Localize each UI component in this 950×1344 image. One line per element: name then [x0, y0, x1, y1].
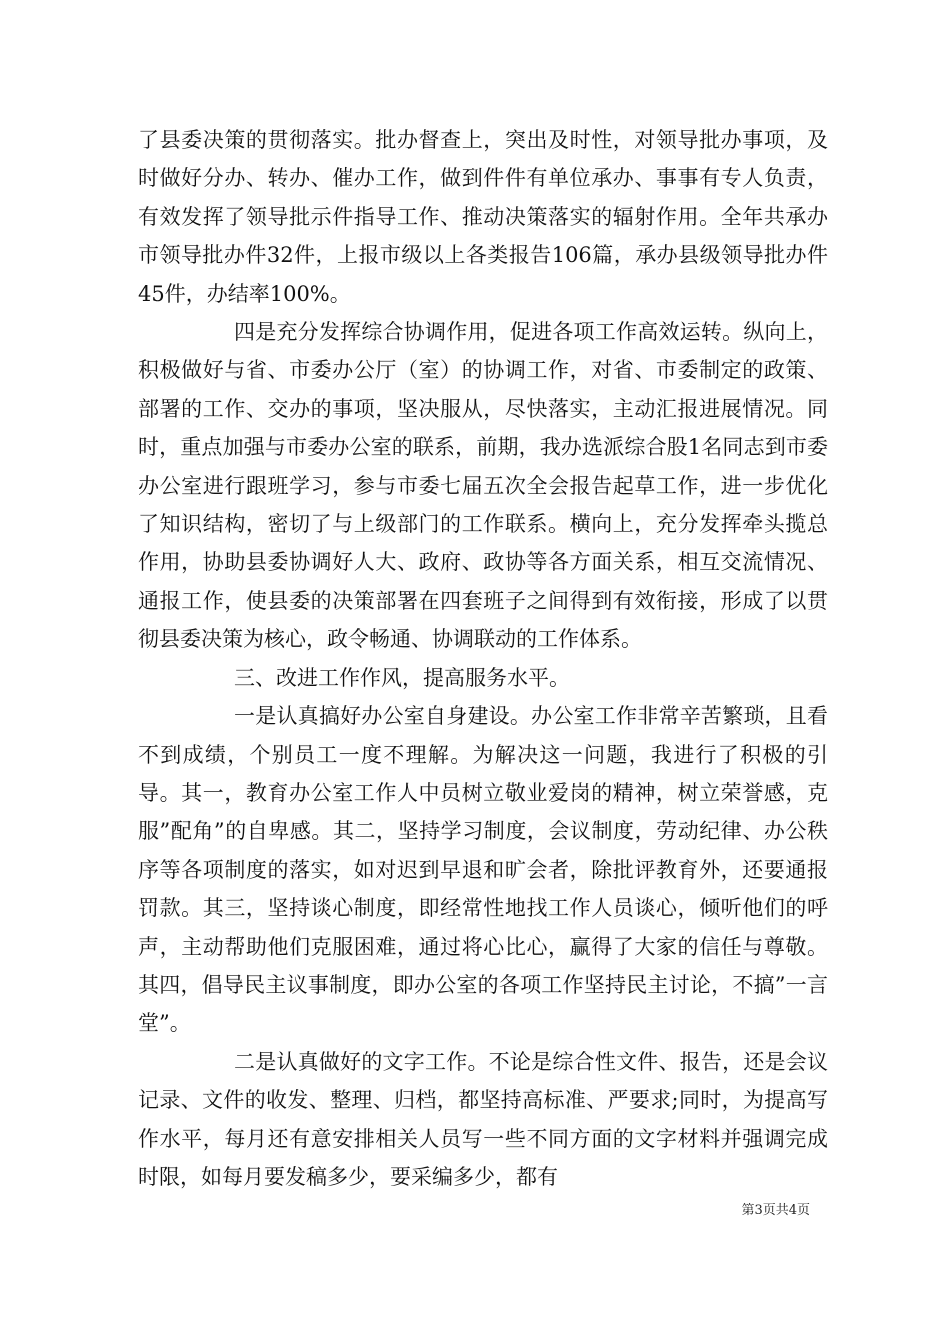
body-text: [138, 121, 828, 1196]
section-heading: 三、改进工作作风，提高服务水平。: [234, 665, 570, 690]
paragraph-writing-work: 二是认真做好的文字工作。不论是综合性文件、报告，还是会议记录、文件的收发、整理、归档，都坚持高标准、严要求;同时，为提高写作水平，每月还有意安排相关人员写一些不同方面的文字材料并强调完成时限，如每月要发稿多少，要采编多少，都有: [138, 1049, 828, 1189]
paragraph-self-building: 一是认真搞好办公室自身建设。办公室工作非常辛苦繁琐，且看不到成绩，个别员工一度不理解。为解决这一问题，我进行了积极的引导。其一，教育办公室工作人中员树立敬业爱岗的精神，树立荣誉感，克服”配角”的自卑感。其二，坚持学习制度，会议制度，劳动纪律、办公秩序等各项制度的落实，如对迟到早退和旷会者，除批评教育外，还要通报罚款。其三，坚持谈心制度，即经常性地找工作人员谈心，倾听他们的呼声，主动帮助他们克服困难，通过将心比心，赢得了大家的信任与尊敬。其四，倡导民主议事制度，即办公室的各项工作坚持民主讨论，不搞”一言堂”。: [138, 704, 828, 1036]
page-footer: 第3页共4页: [741, 1203, 810, 1218]
paragraph-continuation: 了县委决策的贯彻落实。批办督查上，突出及时性，对领导批办事项，及时做好分办、转办、催办工作，做到件件有单位承办、事事有专人负责，有效发挥了领导批示件指导工作、推动决策落实的辐射作用。全年共承办市领导批办件32件，上报市级以上各类报告106篇，承办县级领导批办件45件，办结率100%。: [138, 128, 828, 306]
paragraph-coordination: 四是充分发挥综合协调作用，促进各项工作高效运转。纵向上，积极做好与省、市委办公厅（室）的协调工作，对省、市委制定的政策、部署的工作、交办的事项，坚决服从，尽快落实，主动汇报进展情况。同时，重点加强与市委办公室的联系，前期，我办选派综合股1名同志到市委办公室进行跟班学习，参与市委七届五次全会报告起草工作，进一步优化了知识结构，密切了与上级部门的工作联系。横向上，充分发挥牵头揽总作用，协助县委协调好人大、政府、政协等各方面关系，相互交流情况、通报工作，使县委的决策部署在四套班子之间得到有效衔接，形成了以贯彻县委决策为核心，政令畅通、协调联动的工作体系。: [138, 320, 828, 652]
